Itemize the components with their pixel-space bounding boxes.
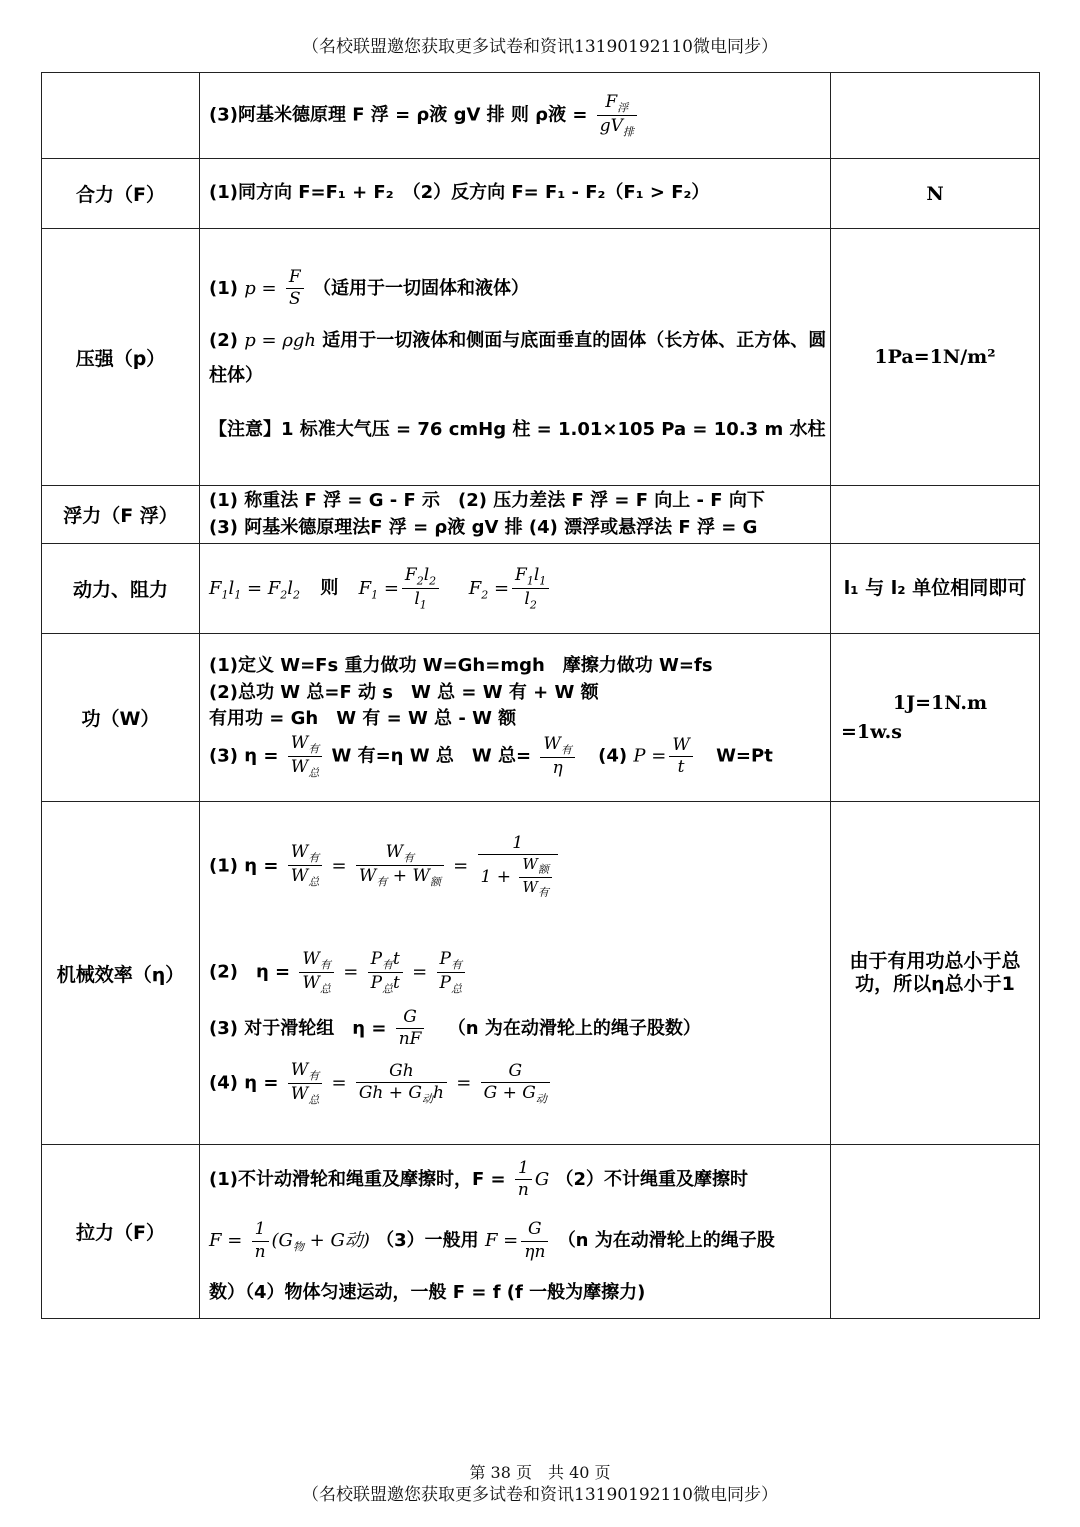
fraction: $\frac{F_1l_1}{l_2}$ — [512, 565, 549, 612]
table-row — [42, 634, 1040, 802]
formula-cell: $F_1l_1 = F_2l_2$ 则 $F_1$ = $\frac{F_2l_2}{l_1}$ $F_2$ = $\frac{F_1l_1}{l_2}$ — [200, 544, 831, 634]
formula-table — [41, 72, 1040, 1319]
formula-text: （2）不计绳重及摩擦时 — [555, 1168, 749, 1190]
formula-cell: (1) η = $\frac{W_有}{W_总}$ = $\frac{W_有}{W_有 + W_额}$ = 1 1 + $\frac{W_额}{W_有}$ (2) η = $\frac{W_有}{W_总}$ = $\frac{P_有t}{P_总t}$ = $\frac{P_有}{P_总}$ (3) 对于滑轮组 η = $\frac{G}{nF}$ （n 为在动滑轮上的绳子股数） (4) η = $\frac{W_有}{W_总}$ = $\frac{Gh}{Gh + G_动h}$ = $\frac{G}{G + G_动}$ — [200, 802, 831, 1145]
formula-text: (1)同方向 F=F₁ + F₂ （2）反方向 F= F₁ - F₂（F₁ > F₂） — [209, 182, 710, 204]
fraction: $\frac{F}{S}$ — [286, 267, 304, 311]
row-name — [42, 73, 200, 159]
formula-text: (3) 对于滑轮组 η = — [209, 1017, 387, 1039]
table-row — [42, 486, 1040, 544]
unit-cell — [831, 73, 1040, 159]
row-name: 合力（F） — [42, 159, 200, 229]
table-row — [42, 802, 1040, 1145]
row-name: 拉力（F） — [42, 1145, 200, 1319]
formula-text: (1) η = — [209, 854, 279, 876]
formula-text: (3)阿基米德原理 F 浮 = ρ液 gV 排 则 ρ液 = — [209, 104, 588, 126]
formula-text: 适用于一切液体和侧面与底面垂直的固体（长方体、正方体、圆柱体） — [209, 330, 827, 386]
fraction: $\frac{1}{n}$ — [515, 1158, 532, 1202]
table-row — [42, 159, 1040, 229]
fraction: $\frac{W_有}{W_有 + W_额}$ — [356, 842, 444, 889]
table-row — [42, 229, 1040, 486]
fraction: $\frac{W_有}{W_总}$ — [288, 842, 322, 889]
fraction: $\frac{G}{nF}$ — [396, 1007, 425, 1051]
top-header: （名校联盟邀您获取更多试卷和资讯13190192110微电同步） — [302, 37, 778, 57]
formula-text: (2) — [209, 330, 238, 352]
row-name: 压强（p） — [42, 229, 200, 486]
formula-text: (1) 称重法 F 浮 = G - F 示 (2) 压力差法 F 浮 = F 向上 - F 向下 — [209, 490, 765, 512]
formula-cell — [200, 486, 831, 544]
formula-text: (3) η = — [209, 745, 279, 767]
fraction: $\frac{W_有}{\eta}$ — [540, 734, 574, 779]
fraction: $\frac{W_有}{W_总}$ — [288, 1060, 322, 1107]
row-name: 浮力（F 浮） — [42, 486, 200, 544]
row-name: 机械效率（η） — [42, 802, 200, 1145]
formula-cell — [200, 159, 831, 229]
page-number: 第 38 页 共 40 页 — [469, 1463, 611, 1482]
formula-text: (2)总功 W 总=F 动 s W 总 = W 有 + W 额 — [209, 681, 599, 703]
formula-cell — [200, 73, 831, 159]
formula-text: (1)不计动滑轮和绳重及摩擦时，F = — [209, 1168, 506, 1190]
formula-text: p = ρgh — [244, 330, 317, 352]
table-row — [42, 73, 1040, 159]
formula-text: W 有=η W 总 W 总= — [331, 745, 532, 767]
unit-cell: l₁ 与 l₂ 单位相同即可 — [831, 544, 1040, 634]
unit-cell: N — [831, 159, 1040, 229]
formula-text: W=Pt — [716, 745, 773, 767]
fraction: $\frac{G}{G + G_动}$ — [481, 1061, 550, 1106]
unit-cell — [831, 634, 1040, 802]
formula-text: (1)定义 W=Fs 重力做功 W=Gh=mgh 摩擦力做功 W=fs — [209, 655, 713, 677]
unit-cell — [831, 486, 1040, 544]
fraction: $\frac{W_有}{W_总}$ — [299, 949, 333, 996]
formula-text: (4) η = — [209, 1072, 279, 1094]
fraction: $\frac{W}{t}$ — [669, 735, 692, 779]
unit-cell: 由于有用功总小于总功，所以η总小于1 — [831, 802, 1040, 1145]
table-row — [42, 1145, 1040, 1319]
unit-cell — [831, 1145, 1040, 1319]
formula-text: （适用于一切固体和液体） — [312, 277, 529, 299]
formula-text: （3）一般用 — [376, 1230, 479, 1252]
fraction: $\frac{G}{\eta n}$ — [521, 1219, 548, 1263]
row-name: 动力、阻力 — [42, 544, 200, 634]
fraction: $\frac{P_有}{P_总}$ — [437, 949, 465, 996]
bottom-header: （名校联盟邀您获取更多试卷和资讯13190192110微电同步） — [302, 1485, 778, 1505]
unit-text: 1J=1N.m — [892, 692, 988, 714]
fraction: $\frac{Gh}{Gh + G_动h}$ — [356, 1061, 447, 1106]
fraction: 1 1 + $\frac{W_额}{W_有}$ — [478, 833, 558, 900]
formula-cell: (1)定义 W=Fs 重力做功 W=Gh=mgh 摩擦力做功 W=fs (2)总功 W 总=F 动 s W 总 = W 有 + W 额 有用功 = Gh W 有 = W 总 - W 额 (3) η = $\frac{W_有}{W_总}$ W 有=η W 总 W 总= $\frac{W_有}{\eta}$ (4) P = $\frac{W}{t}$ W=Pt — [200, 634, 831, 802]
table-row — [42, 544, 1040, 634]
row-name: 功（W） — [42, 634, 200, 802]
formula-cell: (1)不计动滑轮和绳重及摩擦时，F = $\frac{1}{n}$ G （2）不计绳重及摩擦时 F = $\frac{1}{n}$ ($G_物 + G$动) （3）一般用 F = $\frac{G}{\eta n}$ （n 为在动滑轮上的绳子股 数）（4）物体匀速运动，一般 F = f (f 一般为摩擦力) — [200, 1145, 831, 1319]
formula-text: 有用功 = Gh W 有 = W 总 - W 额 — [209, 708, 517, 729]
fraction: $\frac{F_浮}{gV_排}$ — [597, 92, 637, 139]
formula-text: （n 为在动滑轮上的绳子股 — [557, 1230, 775, 1252]
formula-cell: (1) p = $\frac{F}{S}$ （适用于一切固体和液体） (2) p = ρgh 适用于一切液体和侧面与底面垂直的固体（长方体、正方体、圆柱体） 【注意】1 标准大气压 = 76 cmHg 柱 = 1.01×105 Pa = 10.3 m 水柱 — [200, 229, 831, 486]
fraction: $\frac{P_有t}{P_总t}$ — [368, 949, 403, 996]
formula-text: (2) η = — [209, 961, 291, 983]
formula-text: (3) 阿基米德原理法F 浮 = ρ液 gV 排 (4) 漂浮或悬浮法 F 浮 = G — [209, 516, 758, 538]
fraction: $\frac{W_有}{W_总}$ — [288, 733, 322, 780]
fraction: $\frac{1}{n}$ — [252, 1219, 269, 1263]
formula-text: 则 — [320, 577, 339, 599]
formula-text: (1) — [209, 277, 238, 299]
note-text: 【注意】1 标准大气压 = 76 cmHg 柱 = 1.01×105 Pa = 10.3 m 水柱 — [209, 418, 826, 440]
formula-text: 数）（4）物体匀速运动，一般 F = f (f 一般为摩擦力) — [209, 1281, 646, 1303]
formula-text: （n 为在动滑轮上的绳子股数） — [447, 1017, 701, 1039]
unit-cell: 1Pa=1N/m² — [831, 229, 1040, 486]
fraction: $\frac{F_2l_2}{l_1}$ — [402, 565, 439, 612]
unit-text: =1w.s — [841, 720, 902, 743]
formula-text: (4) — [598, 745, 628, 767]
